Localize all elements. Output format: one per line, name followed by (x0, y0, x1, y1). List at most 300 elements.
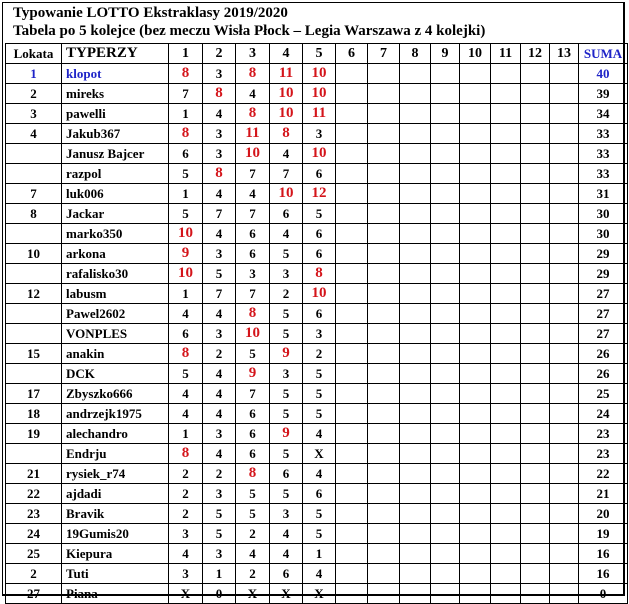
round-score-cell (521, 224, 550, 244)
sum-cell: 0 (579, 584, 628, 604)
round-score-cell (400, 444, 431, 464)
round-score-cell: 6 (236, 404, 270, 424)
col-header-round: 1 (169, 44, 203, 64)
table-row (6, 224, 628, 244)
round-score-cell (336, 424, 368, 444)
round-score-cell (550, 544, 579, 564)
standings-body (6, 64, 628, 604)
round-score-cell: 3 (203, 64, 236, 84)
round-score-cell (550, 464, 579, 484)
round-score-cell (521, 324, 550, 344)
round-score-cell: 5 (303, 504, 336, 524)
sum-cell: 29 (579, 264, 628, 284)
round-score-cell: 4 (203, 304, 236, 324)
round-score-cell: 3 (203, 244, 236, 264)
sum-cell: 27 (579, 284, 628, 304)
round-score-cell: 2 (236, 524, 270, 544)
round-score-cell (336, 524, 368, 544)
round-score-cell (460, 104, 491, 124)
round-score-cell: 6 (303, 164, 336, 184)
sum-cell: 27 (579, 304, 628, 324)
round-score-cell (521, 104, 550, 124)
round-score-cell (550, 284, 579, 304)
col-header-round: 13 (550, 44, 579, 64)
round-score-cell (460, 84, 491, 104)
round-score-cell (460, 124, 491, 144)
round-score-cell: 2 (203, 464, 236, 484)
round-score-cell: 5 (270, 484, 303, 504)
round-score-cell: 5 (169, 164, 203, 184)
header-row (6, 44, 628, 64)
sum-cell: 39 (579, 84, 628, 104)
round-score-cell (460, 164, 491, 184)
table-row (6, 544, 628, 564)
round-score-cell (336, 324, 368, 344)
sum-cell: 33 (579, 164, 628, 184)
round-score-cell (336, 444, 368, 464)
round-score-cell (368, 464, 400, 484)
round-score-cell: 11 (270, 64, 303, 84)
round-score-cell (400, 564, 431, 584)
round-score-cell (550, 524, 579, 544)
round-score-cell (491, 124, 521, 144)
col-header-round: 7 (368, 44, 400, 64)
round-score-cell (491, 504, 521, 524)
rank-cell (6, 444, 62, 464)
round-score-cell (460, 144, 491, 164)
sum-cell: 22 (579, 464, 628, 484)
round-score-cell (431, 144, 460, 164)
table-row (6, 164, 628, 184)
round-score-cell (368, 344, 400, 364)
round-score-cell (491, 524, 521, 544)
rank-cell: 19 (6, 424, 62, 444)
round-score-cell (521, 504, 550, 524)
round-score-cell (368, 164, 400, 184)
round-score-cell (400, 124, 431, 144)
round-score-cell: 5 (203, 524, 236, 544)
table-row (6, 444, 628, 464)
round-score-cell (368, 504, 400, 524)
round-score-cell (491, 484, 521, 504)
round-score-cell (521, 284, 550, 304)
round-score-cell: 3 (303, 124, 336, 144)
round-score-cell: 3 (203, 424, 236, 444)
round-score-cell (491, 364, 521, 384)
round-score-cell: 3 (270, 504, 303, 524)
round-score-cell: 5 (203, 504, 236, 524)
round-score-cell (431, 244, 460, 264)
round-score-cell (460, 544, 491, 564)
round-score-cell: 11 (236, 124, 270, 144)
round-score-cell (400, 484, 431, 504)
round-score-cell (431, 584, 460, 604)
rank-cell: 3 (6, 104, 62, 124)
player-name-cell: razpol (62, 164, 169, 184)
round-score-cell (491, 544, 521, 564)
round-score-cell (431, 464, 460, 484)
sum-cell: 33 (579, 144, 628, 164)
table-row (6, 504, 628, 524)
round-score-cell (491, 244, 521, 264)
round-score-cell: 6 (303, 304, 336, 324)
round-score-cell (431, 544, 460, 564)
round-score-cell: 4 (236, 84, 270, 104)
round-score-cell (368, 304, 400, 324)
round-score-cell (521, 484, 550, 504)
col-header-round: 5 (303, 44, 336, 64)
round-score-cell (400, 244, 431, 264)
table-row (6, 184, 628, 204)
round-score-cell: 10 (303, 64, 336, 84)
round-score-cell (400, 584, 431, 604)
round-score-cell: 5 (270, 444, 303, 464)
round-score-cell: 2 (270, 284, 303, 304)
table-row (6, 264, 628, 284)
sum-cell: 20 (579, 504, 628, 524)
round-score-cell (368, 224, 400, 244)
round-score-cell: 4 (203, 364, 236, 384)
title-main: Typowanie LOTTO Ekstraklasy 2019/2020 (13, 5, 288, 21)
round-score-cell (460, 524, 491, 544)
round-score-cell (431, 84, 460, 104)
round-score-cell (368, 64, 400, 84)
round-score-cell (491, 284, 521, 304)
table-row (6, 564, 628, 584)
round-score-cell (521, 84, 550, 104)
round-score-cell (400, 84, 431, 104)
player-name-cell: Janusz Bajcer (62, 144, 169, 164)
round-score-cell: 5 (270, 244, 303, 264)
player-name-cell: Kiepura (62, 544, 169, 564)
round-score-cell (521, 344, 550, 364)
col-header-round: 4 (270, 44, 303, 64)
sum-cell: 16 (579, 564, 628, 584)
round-score-cell: 6 (270, 204, 303, 224)
round-score-cell: 1 (169, 184, 203, 204)
round-score-cell (460, 424, 491, 444)
round-score-cell (368, 84, 400, 104)
round-score-cell (491, 384, 521, 404)
round-score-cell (336, 404, 368, 424)
round-score-cell (400, 524, 431, 544)
rank-cell: 4 (6, 124, 62, 144)
round-score-cell: 6 (303, 224, 336, 244)
player-name-cell: mireks (62, 84, 169, 104)
rank-cell: 17 (6, 384, 62, 404)
round-score-cell (491, 104, 521, 124)
round-score-cell (460, 404, 491, 424)
round-score-cell (460, 444, 491, 464)
round-score-cell (431, 564, 460, 584)
round-score-cell (368, 384, 400, 404)
round-score-cell (460, 504, 491, 524)
round-score-cell: 7 (236, 164, 270, 184)
round-score-cell (368, 104, 400, 124)
round-score-cell (550, 484, 579, 504)
round-score-cell (431, 64, 460, 84)
round-score-cell: 2 (169, 504, 203, 524)
round-score-cell: 8 (169, 64, 203, 84)
col-header-sum: SUMA (579, 44, 628, 64)
round-score-cell (491, 344, 521, 364)
round-score-cell (521, 64, 550, 84)
player-name-cell: Pawel2602 (62, 304, 169, 324)
title-sub: Tabela po 5 kolejce (bez meczu Wisła Płock – Legia Warszawa z 4 kolejki) (13, 23, 486, 39)
round-score-cell (336, 224, 368, 244)
round-score-cell: 3 (203, 484, 236, 504)
round-score-cell (460, 284, 491, 304)
round-score-cell (521, 424, 550, 444)
rank-cell: 25 (6, 544, 62, 564)
round-score-cell (460, 584, 491, 604)
round-score-cell (431, 304, 460, 324)
player-name-cell: labusm (62, 284, 169, 304)
table-row (6, 144, 628, 164)
player-name-cell: Piana (62, 584, 169, 604)
round-score-cell: 4 (270, 544, 303, 564)
rank-cell: 2 (6, 84, 62, 104)
col-header-round: 11 (491, 44, 521, 64)
round-score-cell: 7 (203, 204, 236, 224)
round-score-cell: X (169, 584, 203, 604)
round-score-cell (521, 384, 550, 404)
sum-cell: 25 (579, 384, 628, 404)
round-score-cell (336, 384, 368, 404)
sum-cell: 19 (579, 524, 628, 544)
rank-cell: 1 (6, 64, 62, 84)
rank-cell (6, 364, 62, 384)
round-score-cell (368, 524, 400, 544)
round-score-cell: 3 (169, 524, 203, 544)
round-score-cell (368, 484, 400, 504)
table-row (6, 384, 628, 404)
round-score-cell: 8 (203, 164, 236, 184)
round-score-cell: 4 (203, 444, 236, 464)
sum-cell: 21 (579, 484, 628, 504)
rank-cell: 2 (6, 564, 62, 584)
round-score-cell: 7 (203, 284, 236, 304)
round-score-cell: 9 (270, 344, 303, 364)
sum-cell: 30 (579, 224, 628, 244)
round-score-cell (521, 464, 550, 484)
round-score-cell (550, 324, 579, 344)
rank-cell: 10 (6, 244, 62, 264)
table-row (6, 124, 628, 144)
round-score-cell: 5 (236, 504, 270, 524)
round-score-cell: 4 (203, 184, 236, 204)
round-score-cell (550, 384, 579, 404)
col-header-round: 10 (460, 44, 491, 64)
round-score-cell: 3 (203, 124, 236, 144)
round-score-cell (368, 324, 400, 344)
player-name-cell: alechandro (62, 424, 169, 444)
round-score-cell (400, 164, 431, 184)
player-name-cell: marko350 (62, 224, 169, 244)
round-score-cell: 4 (169, 304, 203, 324)
table-row (6, 324, 628, 344)
player-name-cell: arkona (62, 244, 169, 264)
round-score-cell: 5 (270, 404, 303, 424)
round-score-cell (368, 244, 400, 264)
rank-cell: 23 (6, 504, 62, 524)
round-score-cell: 8 (236, 304, 270, 324)
round-score-cell: 7 (236, 204, 270, 224)
round-score-cell (400, 404, 431, 424)
sum-cell: 16 (579, 544, 628, 564)
round-score-cell (521, 564, 550, 584)
round-score-cell (491, 264, 521, 284)
round-score-cell: 9 (270, 424, 303, 444)
round-score-cell (550, 264, 579, 284)
round-score-cell: 4 (303, 564, 336, 584)
round-score-cell (368, 184, 400, 204)
col-header-round: 8 (400, 44, 431, 64)
round-score-cell (550, 164, 579, 184)
table-row (6, 584, 628, 604)
round-score-cell: 6 (236, 444, 270, 464)
round-score-cell (368, 424, 400, 444)
rank-cell: 18 (6, 404, 62, 424)
sum-cell: 23 (579, 424, 628, 444)
round-score-cell (431, 184, 460, 204)
round-score-cell: 1 (303, 544, 336, 564)
round-score-cell (368, 364, 400, 384)
rank-cell (6, 264, 62, 284)
round-score-cell: 10 (236, 324, 270, 344)
round-score-cell (491, 144, 521, 164)
round-score-cell (431, 224, 460, 244)
sum-cell: 40 (579, 64, 628, 84)
round-score-cell: 4 (236, 544, 270, 564)
round-score-cell: 5 (236, 344, 270, 364)
round-score-cell (521, 444, 550, 464)
round-score-cell: 4 (169, 404, 203, 424)
round-score-cell (400, 304, 431, 324)
round-score-cell (400, 224, 431, 244)
round-score-cell (550, 104, 579, 124)
round-score-cell: 5 (270, 324, 303, 344)
round-score-cell: 5 (270, 304, 303, 324)
player-name-cell: anakin (62, 344, 169, 364)
round-score-cell: 10 (303, 144, 336, 164)
round-score-cell (460, 344, 491, 364)
round-score-cell (460, 304, 491, 324)
round-score-cell: 5 (303, 204, 336, 224)
sum-cell: 34 (579, 104, 628, 124)
round-score-cell (336, 144, 368, 164)
round-score-cell (431, 124, 460, 144)
round-score-cell (491, 324, 521, 344)
round-score-cell: 10 (270, 104, 303, 124)
round-score-cell (368, 204, 400, 224)
round-score-cell: 4 (203, 404, 236, 424)
round-score-cell (550, 584, 579, 604)
round-score-cell (336, 544, 368, 564)
rank-cell: 12 (6, 284, 62, 304)
round-score-cell (336, 204, 368, 224)
round-score-cell (550, 184, 579, 204)
round-score-cell: 3 (303, 324, 336, 344)
round-score-cell: 4 (270, 144, 303, 164)
round-score-cell (550, 424, 579, 444)
round-score-cell: 7 (236, 384, 270, 404)
round-score-cell (336, 464, 368, 484)
player-name-cell: rysiek_r74 (62, 464, 169, 484)
sum-cell: 31 (579, 184, 628, 204)
round-score-cell (368, 544, 400, 564)
player-name-cell: Zbyszko666 (62, 384, 169, 404)
round-score-cell: 10 (270, 84, 303, 104)
round-score-cell: 5 (303, 404, 336, 424)
rank-cell: 15 (6, 344, 62, 364)
sum-cell: 27 (579, 324, 628, 344)
round-score-cell (400, 504, 431, 524)
round-score-cell (431, 424, 460, 444)
round-score-cell (550, 224, 579, 244)
table-row (6, 244, 628, 264)
round-score-cell: 4 (169, 544, 203, 564)
sum-cell: 24 (579, 404, 628, 424)
round-score-cell (400, 464, 431, 484)
player-name-cell: DCK (62, 364, 169, 384)
round-score-cell (431, 524, 460, 544)
round-score-cell: 2 (169, 464, 203, 484)
round-score-cell (550, 144, 579, 164)
rank-cell (6, 304, 62, 324)
round-score-cell (521, 204, 550, 224)
player-name-cell: andrzejk1975 (62, 404, 169, 424)
rank-cell (6, 144, 62, 164)
rank-cell: 7 (6, 184, 62, 204)
round-score-cell (368, 564, 400, 584)
round-score-cell: 8 (236, 64, 270, 84)
round-score-cell: 4 (203, 104, 236, 124)
round-score-cell (521, 124, 550, 144)
round-score-cell: 4 (203, 224, 236, 244)
round-score-cell: 10 (303, 84, 336, 104)
round-score-cell (368, 284, 400, 304)
round-score-cell (460, 324, 491, 344)
round-score-cell: 1 (169, 284, 203, 304)
round-score-cell (460, 64, 491, 84)
round-score-cell (368, 144, 400, 164)
round-score-cell (491, 424, 521, 444)
round-score-cell (336, 284, 368, 304)
round-score-cell (460, 204, 491, 224)
round-score-cell (521, 144, 550, 164)
standings-table (5, 43, 628, 604)
round-score-cell: 4 (203, 384, 236, 404)
table-row (6, 304, 628, 324)
round-score-cell: 6 (270, 564, 303, 584)
round-score-cell (336, 64, 368, 84)
round-score-cell: 8 (236, 104, 270, 124)
round-score-cell (550, 204, 579, 224)
round-score-cell (521, 264, 550, 284)
rank-cell: 24 (6, 524, 62, 544)
round-score-cell (400, 544, 431, 564)
table-row (6, 204, 628, 224)
rank-cell (6, 324, 62, 344)
round-score-cell: 4 (303, 464, 336, 484)
round-score-cell (336, 304, 368, 324)
round-score-cell (431, 404, 460, 424)
table-row (6, 104, 628, 124)
round-score-cell (550, 504, 579, 524)
round-score-cell (400, 204, 431, 224)
round-score-cell (368, 264, 400, 284)
